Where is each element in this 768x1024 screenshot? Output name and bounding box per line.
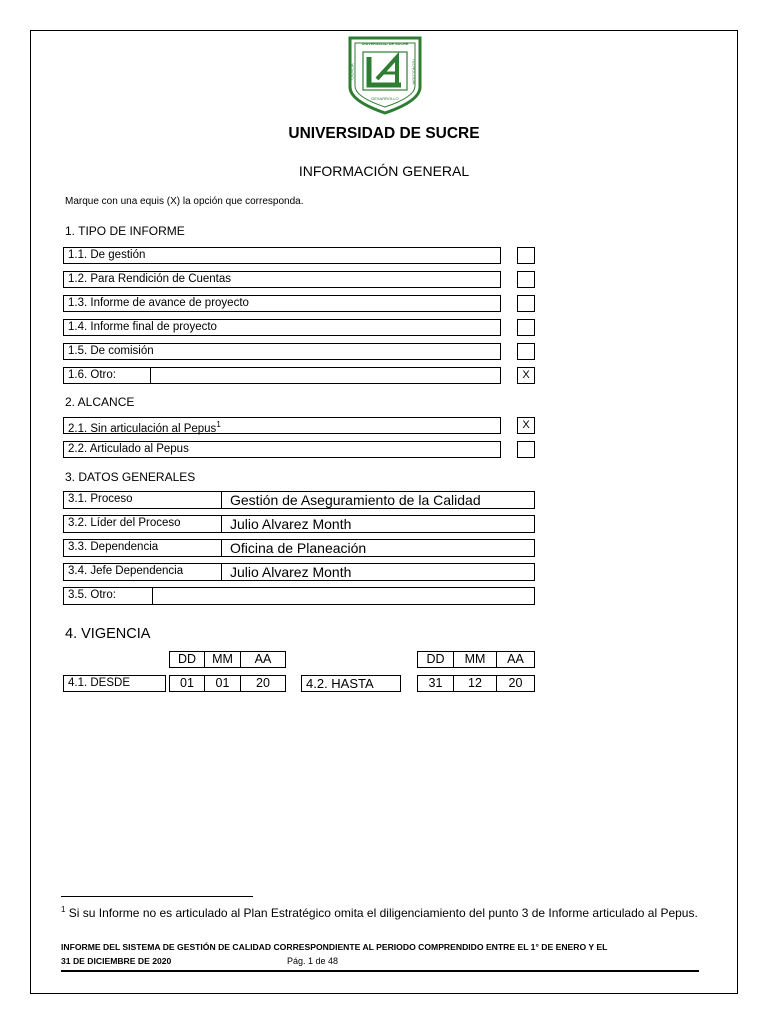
datos-row-3 <box>63 539 535 557</box>
datos-value-3[interactable]: Oficina de Planeación <box>230 540 367 556</box>
desde-label: 4.1. DESDE <box>63 675 166 692</box>
hasta-header-aa: AA <box>496 651 535 668</box>
alcance-checkbox-1[interactable]: X <box>517 417 535 434</box>
footnote-text-block <box>61 903 701 920</box>
datos-label-3: 3.3. Dependencia <box>68 541 159 553</box>
datos-label-5: 3.5. Otro: <box>68 589 116 601</box>
instruction-text: Marque con una equis (X) la opción que corresponda. <box>65 196 304 207</box>
desde-year[interactable]: 20 <box>240 675 286 692</box>
document-page <box>30 30 738 994</box>
alcance-row-1 <box>63 417 501 434</box>
datos-otro-input[interactable] <box>153 588 534 604</box>
datos-row-4 <box>63 563 535 581</box>
hasta-header-dd: DD <box>417 651 454 668</box>
logo-left-text: CIENCIA <box>349 63 355 80</box>
logo-bottom-text: DESARROLLO <box>371 96 399 101</box>
footnote-text: Si su Informe no es articulado al Plan Estratégico omita el diligenciamiento del punto 3 de Informe articulado al Pepus. <box>65 906 698 920</box>
hasta-label: 4.2. HASTA <box>301 675 401 692</box>
tipo-row-2 <box>63 271 501 288</box>
alcance-label-2: 2.2. Articulado al Pepus <box>68 443 189 455</box>
tipo-otro-input[interactable] <box>151 368 500 383</box>
footnote-divider <box>61 896 253 897</box>
university-logo <box>347 35 423 115</box>
form-title: INFORMACIÓN GENERAL <box>298 163 470 179</box>
desde-header-mm: MM <box>204 651 241 668</box>
hasta-month[interactable]: 12 <box>453 675 497 692</box>
footer-page-number: Pág. 1 de 48 <box>287 956 339 966</box>
tipo-label-4: 1.4. Informe final de proyecto <box>68 321 217 333</box>
alcance-label-1: 2.1. Sin articulación al Pepus <box>68 422 217 435</box>
desde-month[interactable]: 01 <box>204 675 241 692</box>
datos-value-1[interactable]: Gestión de Aseguramiento de la Calidad <box>230 492 481 508</box>
footer-line-1: INFORME DEL SISTEMA DE GESTIÓN DE CALIDAD CORRESPONDIENTE AL PERIODO COMPRENDIDO ENTRE EL 1° DE ENERO Y EL <box>61 942 608 952</box>
footnote-ref: 1 <box>216 420 221 429</box>
logo-ring-text: UNIVERSIDAD DE SUCRE <box>361 42 409 46</box>
section-datos-generales-title: 3. DATOS GENERALES <box>65 470 196 484</box>
tipo-row-1 <box>63 247 501 264</box>
tipo-checkbox-1[interactable] <box>517 247 535 264</box>
hasta-header-mm: MM <box>453 651 497 668</box>
datos-label-2: 3.2. Líder del Proceso <box>68 517 181 529</box>
university-name: UNIVERSIDAD DE SUCRE <box>288 125 480 142</box>
section-tipo-informe-title: 1. TIPO DE INFORME <box>65 224 185 238</box>
tipo-checkbox-4[interactable] <box>517 319 535 336</box>
tipo-row-4 <box>63 319 501 336</box>
footnote-mark: 1 <box>61 905 66 914</box>
datos-label-1: 3.1. Proceso <box>68 493 133 505</box>
tipo-checkbox-6[interactable]: X <box>517 367 535 384</box>
tipo-checkbox-3[interactable] <box>517 295 535 312</box>
desde-header-aa: AA <box>240 651 286 668</box>
datos-value-2[interactable]: Julio Alvarez Month <box>230 516 352 532</box>
hasta-year[interactable]: 20 <box>496 675 535 692</box>
tipo-label-3: 1.3. Informe de avance de proyecto <box>68 297 249 309</box>
tipo-label-1: 1.1. De gestión <box>68 249 146 261</box>
footer-rule <box>61 970 699 972</box>
tipo-label-2: 1.2. Para Rendición de Cuentas <box>68 273 232 285</box>
hasta-day[interactable]: 31 <box>417 675 454 692</box>
datos-row-5 <box>63 587 535 605</box>
logo-right-text: TECNOLOGÍA <box>411 58 417 85</box>
alcance-row-2 <box>63 441 501 458</box>
section-alcance-title: 2. ALCANCE <box>65 395 135 409</box>
datos-label-4: 3.4. Jefe Dependencia <box>68 565 184 577</box>
tipo-checkbox-2[interactable] <box>517 271 535 288</box>
tipo-row-5 <box>63 343 501 360</box>
desde-header-dd: DD <box>169 651 205 668</box>
tipo-label-5: 1.5. De comisión <box>68 345 154 357</box>
tipo-checkbox-5[interactable] <box>517 343 535 360</box>
datos-value-4[interactable]: Julio Alvarez Month <box>230 564 352 580</box>
footer-line-2: 31 DE DICIEMBRE DE 2020 <box>61 956 172 966</box>
alcance-checkbox-2[interactable] <box>517 441 535 458</box>
section-vigencia-title: 4. VIGENCIA <box>65 626 151 642</box>
datos-row-2 <box>63 515 535 533</box>
tipo-row-6 <box>63 367 501 384</box>
tipo-row-3 <box>63 295 501 312</box>
datos-row-1 <box>63 491 535 509</box>
desde-day[interactable]: 01 <box>169 675 205 692</box>
tipo-label-6: 1.6. Otro: <box>68 369 116 381</box>
